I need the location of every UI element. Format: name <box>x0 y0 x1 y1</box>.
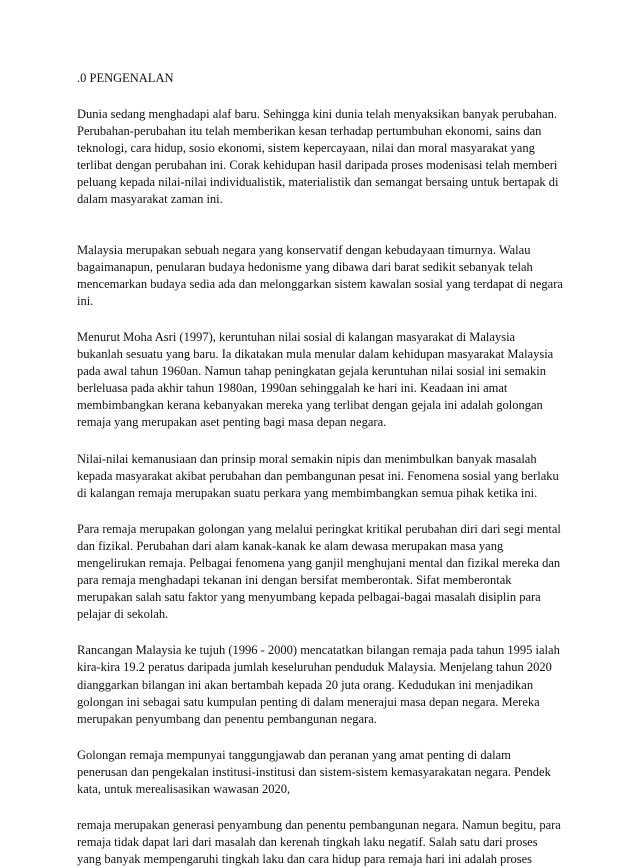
text-line: dan fizikal. Perubahan dari alam kanak-kanak ke alam dewasa merupakan masa yang <box>77 538 504 553</box>
text-line: Golongan remaja mempunyai tanggungjawab dan peranan yang amat penting di dalam <box>77 747 511 762</box>
text-line: merupakan salah satu faktor yang menyumbang kepada pelbagai-bagai masalah disiplin para <box>77 590 541 605</box>
paragraph-5 <box>77 521 563 624</box>
text-line: penerusan dan pengekalan institusi-institusi dan sistem-sistem kemasyarakatan negara. Pendek <box>77 764 551 779</box>
text-line: Dunia sedang menghadapi alaf baru. Sehingga kini dunia telah menyaksikan banyak perubahan. <box>77 107 558 121</box>
text-line: Perubahan-perubahan itu telah memberikan kesan terhadap pertumbuhan ekonomi, sains dan <box>77 124 542 139</box>
paragraph-8 <box>77 817 563 868</box>
paragraph-2 <box>77 242 563 310</box>
text-line: mengelirukan remaja. Pelbagai fenomena yang ganjil menghujani mental dan fizikal mereka dan <box>77 555 561 570</box>
text-line: mencemarkan budaya sedia ada dan melonggarkan sistem kawalan sosial yang terdapat di negara <box>77 276 563 291</box>
text-line: para remaja menghadapi tekanan ini dengan bersifat memberontak. Sifat memberontak <box>77 573 512 588</box>
text-line: Rancangan Malaysia ke tujuh (1996 - 2000) mencatatkan bilangan remaja pada tahun 1995 ialah <box>77 643 560 658</box>
text-line: pelajar di sekolah. <box>77 607 169 622</box>
paragraph-4 <box>77 451 563 502</box>
text-line: Nilai-nilai kemanusiaan dan prinsip moral semakin nipis dan menimbulkan banyak masalah <box>77 451 537 466</box>
text-line: kepada masyarakat akibat perubahan dan pembangunan pesat ini. Fenomena sosial yang berlaku <box>77 468 559 483</box>
text-line: dianggarkan bilangan ini akan bertambah kepada 20 juta orang. Kedudukan ini menjadikan <box>77 677 534 692</box>
text-line: teknologi, cara hidup, sosio ekonomi, sistem kepercayaan, nilai dan moral masyarakat yang <box>77 141 535 156</box>
text-line: remaja merupakan generasi penyambung dan penentu pembangunan negara. Namun begitu, para <box>77 818 561 833</box>
text-line: peluang kepada nilai-nilai individualistik, materialistik dan semangat bersaing untuk bertapak di <box>77 175 559 190</box>
text-line: Malaysia merupakan sebuah negara yang konservatif dengan kebudayaan timurnya. Walau <box>77 242 531 257</box>
text-line: bukanlah sesuatu yang baru. Ia dikatakan mula menular dalam kehidupan masyarakat Malaysia <box>77 347 554 362</box>
paragraph-1 <box>77 106 563 209</box>
text-line: ini. <box>77 293 94 308</box>
text-line: bagaimanapun, penularan budaya hedonisme yang dibawa dari barat sedikit sebanyak telah <box>77 259 533 274</box>
text-line: terlibat dengan perubahan ini. Corak kehidupan hasil daripada proses modenisasi telah memberi <box>77 158 558 173</box>
text-line: remaja tidak dapat lari dari masalah dan kerenah tingkah laku negatif. Salah satu dari proses <box>77 835 538 850</box>
paragraph-6 <box>77 642 563 727</box>
document-page <box>77 70 563 868</box>
text-line: di kalangan remaja merupakan suatu perkara yang membimbangkan semua pihak ketika ini. <box>77 485 538 500</box>
text-line: merupakan penyumbang dan penentu pembangunan negara. <box>77 711 377 726</box>
section-heading: .0 PENGENALAN <box>77 71 174 85</box>
paragraph-7 <box>77 747 563 798</box>
text-line: membimbangkan kerana kebanyakan mereka yang terlibat dengan gejala ini adalah golongan <box>77 398 543 413</box>
text-line: berleluasa pada akhir tahun 1980an, 1990an sehinggalah ke hari ini. Keadaan ini amat <box>77 381 508 396</box>
text-line: golongan ini sebagai satu kumpulan penting di dalam menerajui masa depan negara. Mereka <box>77 694 540 709</box>
text-line: kira-kira 19.2 peratus daripada jumlah keseluruhan penduduk Malaysia. Menjelang tahun 2020 <box>77 660 552 675</box>
text-line: Para remaja merupakan golongan yang melalui peringkat kritikal perubahan diri dari segi mental <box>77 521 561 536</box>
text-line: yang banyak mempengaruhi tingkah laku dan cara hidup para remaja hari ini adalah proses <box>77 852 533 867</box>
text-line: kata, untuk merealisasikan wawasan 2020, <box>77 782 291 796</box>
text-line: Menurut Moha Asri (1997), keruntuhan nilai sosial di kalangan masyarakat di Malaysia <box>77 329 516 344</box>
text-line: remaja yang merupakan aset penting bagi masa depan negara. <box>77 415 387 430</box>
text-line: pada awal tahun 1960an. Namun tahap peningkatan gejala keruntuhan nilai sosial ini semakin <box>77 364 546 379</box>
text-line: dalam masyarakat zaman ini. <box>77 192 223 207</box>
paragraph-3 <box>77 329 563 432</box>
